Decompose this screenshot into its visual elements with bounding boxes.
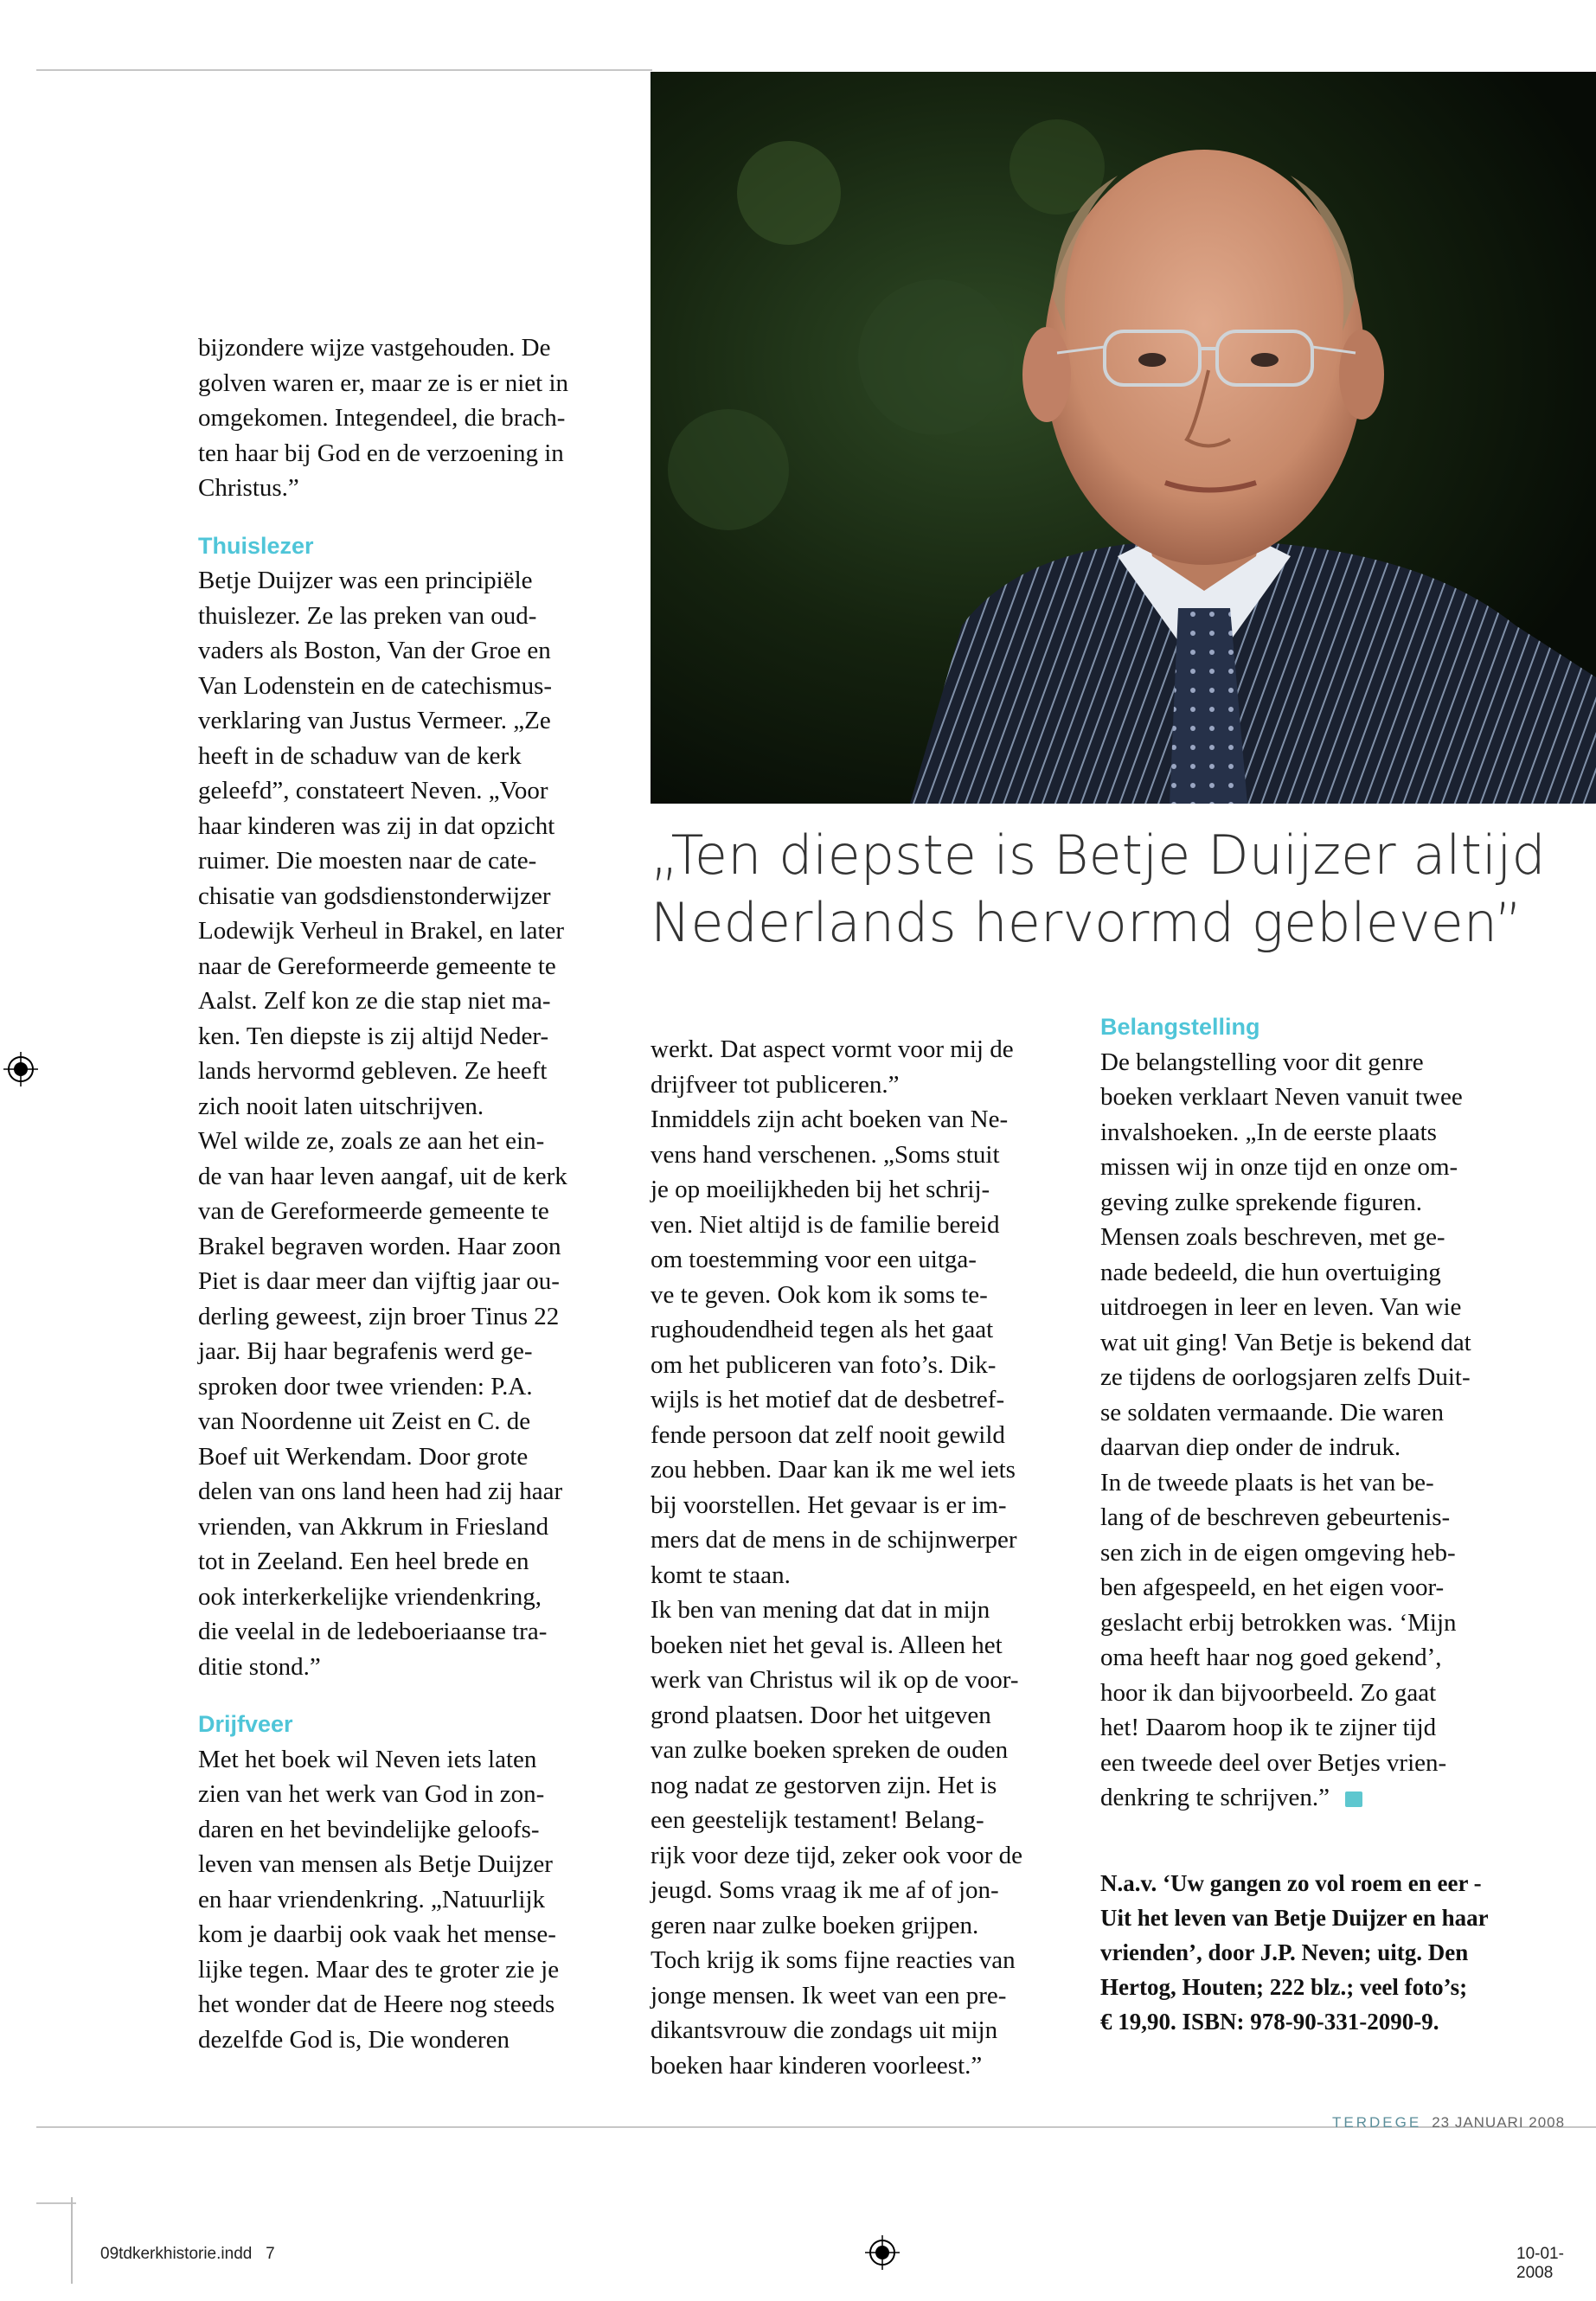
text-line: Betje Duijzer was een principiële <box>198 567 533 594</box>
portrait-photo <box>651 72 1596 804</box>
text-line: Christus.” <box>198 474 299 502</box>
text-line: bijzondere wijze vastgehouden. De <box>198 334 551 362</box>
text-line: lang of de beschreven gebeurtenis- <box>1100 1503 1451 1531</box>
text-line: De belangstelling voor dit genre <box>1100 1048 1424 1076</box>
text-line: zich nooit laten uitschrijven. <box>198 1092 484 1120</box>
text-line: Wel wilde ze, zoals ze aan het ein- <box>198 1127 545 1155</box>
text-line: golven waren er, maar ze is er niet in <box>198 369 569 397</box>
text-line: se soldaten vermaande. Die waren <box>1100 1398 1444 1426</box>
text-line: geren naar zulke boeken grijpen. <box>651 1911 979 1939</box>
text-line: rughoudendheid tegen als het gaat <box>651 1316 994 1343</box>
text-line: leven van mensen als Betje Duijzer <box>198 1850 553 1878</box>
credit-line: N.a.v. ‘Uw gangen zo vol roem en eer - <box>1100 1869 1482 1896</box>
text-line: naar de Gereformeerde gemeente te <box>198 952 556 980</box>
heading-drijfveer: Drijfveer <box>198 1711 293 1737</box>
text-line: fende persoon dat zelf nooit gewild <box>651 1420 1005 1449</box>
pull-quote <box>651 822 1567 957</box>
heading-thuislezer: Thuislezer <box>198 532 314 559</box>
text-line: jeugd. Soms vraag ik me af of jon- <box>651 1876 999 1904</box>
text-line: ven. Niet altijd is de familie bereid <box>651 1210 1000 1239</box>
bottom-rule-short <box>36 2126 76 2128</box>
text-line: ruimer. Die moesten naar de cate- <box>198 847 537 875</box>
credit-line: vrienden’, door J.P. Neven; uitg. Den <box>1100 1939 1469 1965</box>
text-line: uitdroegen in leer en leven. Van wie <box>1100 1293 1462 1321</box>
text-line: geslacht erbij betrokken was. ‘Mijn <box>1100 1608 1457 1637</box>
text-line: ve te geven. Ook kom ik soms te- <box>651 1280 988 1309</box>
text-line: heeft in de schaduw van de kerk <box>198 741 522 770</box>
text-line: omgekomen. Integendeel, die brach- <box>198 404 566 432</box>
text-line: van de Gereformeerde gemeente te <box>198 1197 549 1225</box>
top-rule-short <box>36 69 76 71</box>
text-line: ben afgespeeld, en het eigen voor- <box>1100 1574 1445 1601</box>
pull-quote-line: Nederlands hervormd gebleven” <box>651 891 1522 954</box>
text-line: kom je daarbij ook vaak het mense- <box>198 1920 556 1948</box>
text-line: sproken door twee vrienden: P.A. <box>198 1372 533 1400</box>
text-line: oma heeft haar nog goed gekend’, <box>1100 1644 1442 1671</box>
text-line: jaar. Bij haar begrafenis werd ge- <box>198 1337 533 1365</box>
text-line: daarvan diep onder de indruk. <box>1100 1433 1401 1461</box>
text-line: dezelfde God is, Die wonderen <box>198 2025 510 2054</box>
text-line: grond plaatsen. Door het uitgeven <box>651 1701 991 1729</box>
text-line: Met het boek wil Neven iets laten <box>198 1745 537 1773</box>
text-line: werkt. Dat aspect vormt voor mij de <box>651 1035 1014 1063</box>
slug-filename: 09tdkerkhistorie.indd 7 <box>100 2245 275 2263</box>
column-right <box>1100 1009 1550 2039</box>
text-line: boeken niet het geval is. Alleen het <box>651 1631 1003 1659</box>
text-line: ook interkerkelijke vriendenkring, <box>198 1582 542 1611</box>
text-line: de van haar leven aangaf, uit de kerk <box>198 1162 567 1190</box>
pull-quote-line: „Ten diepste is Betje Duijzer altijd <box>651 824 1546 887</box>
text-line: In de tweede plaats is het van be- <box>1100 1468 1434 1497</box>
book-credit <box>1100 1866 1550 2039</box>
slug-line-left <box>71 2197 73 2284</box>
text-line: verklaring van Justus Vermeer. „Ze <box>198 707 551 734</box>
text-line: thuislezer. Ze las preken van oud- <box>198 601 537 630</box>
text-line: sen zich in de eigen omgeving heb- <box>1100 1538 1456 1567</box>
registration-mark-icon <box>865 2235 900 2270</box>
text-line: hoor ik dan bijvoorbeeld. Zo gaat <box>1100 1678 1437 1707</box>
text-line: daren en het bevindelijke geloofs- <box>198 1815 540 1843</box>
text-line: zien van het werk van God in zon- <box>198 1780 545 1808</box>
text-line-last <box>1100 1780 1550 1816</box>
text-line: Ik ben van mening dat dat in mijn <box>651 1596 990 1624</box>
text-line: derling geweest, zijn broer Tinus 22 <box>198 1302 560 1330</box>
issue-date: 23 JANUARI 2008 <box>1432 2114 1566 2131</box>
text-line: Inmiddels zijn acht boeken van Ne- <box>651 1106 1009 1133</box>
text-line: nog nadat ze gestorven zijn. Het is <box>651 1771 997 1799</box>
text-line: bij voorstellen. Het gevaar is er im- <box>651 1490 1007 1519</box>
registration-mark-icon <box>3 1052 38 1086</box>
text-line: nade bedeeld, die hun overtuiging <box>1100 1258 1441 1286</box>
end-mark-icon <box>1345 1791 1362 1807</box>
text-line: lijke tegen. Maar des te groter zie je <box>198 1955 560 1984</box>
text-line: boeken verklaart Neven vanuit twee <box>1100 1083 1463 1111</box>
magazine-footer <box>1332 2114 1565 2131</box>
text-line: geleefd”, constateert Neven. „Voor <box>198 777 548 804</box>
portrait-icon <box>651 72 1596 804</box>
text-line: ten haar bij God en de verzoening in <box>198 439 564 467</box>
text-line: wijls is het motief dat de desbetref- <box>651 1386 1005 1413</box>
text-line: werk van Christus wil ik op de voor- <box>651 1666 1019 1694</box>
slug-date: 10-01-2008 <box>1516 2245 1564 2282</box>
text-line: komt te staan. <box>651 1561 791 1589</box>
text-line: lands hervormd gebleven. Ze heeft <box>198 1057 548 1085</box>
text-line: en haar vriendenkring. „Natuurlijk <box>198 1885 546 1913</box>
text-line: tot in Zeeland. Een heel brede en <box>198 1548 529 1575</box>
text-line: die veelal in de ledeboeriaanse tra- <box>198 1618 548 1645</box>
text-line: wat uit ging! Van Betje is bekend dat <box>1100 1328 1471 1356</box>
text-line: van zulke boeken spreken de ouden <box>651 1736 1009 1764</box>
text-line: ze tijdens de oorlogsjaren zelfs Duit- <box>1100 1363 1471 1391</box>
text-line: delen van ons land heen had zij haar <box>198 1477 563 1505</box>
credit-line: Hertog, Houten; 222 blz.; veel foto’s; <box>1100 1973 1468 2000</box>
text-line: missen wij in onze tijd en onze om- <box>1100 1153 1458 1181</box>
text-line: een geestelijk testament! Belang- <box>651 1806 984 1834</box>
text-line: Piet is daar meer dan vijftig jaar ou- <box>198 1267 560 1295</box>
text-line: Lodewijk Verheul in Brakel, en later <box>198 917 565 945</box>
text-line: om het publiceren van foto’s. Dik- <box>651 1350 997 1379</box>
text-line: boeken haar kinderen voorleest.” <box>651 2051 983 2080</box>
text-line: chisatie van godsdienstonderwijzer <box>198 881 551 910</box>
top-rule <box>76 69 652 71</box>
text-line: vrienden, van Akkrum in Friesland <box>198 1512 549 1541</box>
text-line: een tweede deel over Betjes vrien- <box>1100 1748 1447 1777</box>
magazine-name: TERDEGE <box>1332 2114 1422 2131</box>
text-line: drijfveer tot publiceren.” <box>651 1070 900 1099</box>
text-line: het! Daarom hoop ik te zijner tijd <box>1100 1714 1437 1741</box>
text-line: Toch krijg ik soms fijne reacties van <box>651 1946 1016 1974</box>
text-line: zou hebben. Daar kan ik me wel iets <box>651 1456 1016 1484</box>
last-line-text: denkring te schrijven.” <box>1100 1784 1330 1811</box>
text-line: vens hand verschenen. „Soms stuit <box>651 1140 1000 1169</box>
text-line: Van Lodenstein en de catechismus- <box>198 671 553 700</box>
text-line: Brakel begraven worden. Haar zoon <box>198 1232 561 1260</box>
column-left <box>198 330 631 2057</box>
credit-line: Uit het leven van Betje Duijzer en haar <box>1100 1904 1489 1931</box>
text-line: Boef uit Werkendam. Door grote <box>198 1442 529 1471</box>
credit-line: € 19,90. ISBN: 978-90-331-2090-9. <box>1100 2008 1439 2035</box>
text-line: het wonder dat de Heere nog steeds <box>198 1990 555 2018</box>
text-line: haar kinderen was zij in dat opzicht <box>198 811 555 840</box>
text-line: rijk voor deze tijd, zeker ook voor de <box>651 1841 1023 1869</box>
text-line: Mensen zoals beschreven, met ge- <box>1100 1223 1445 1251</box>
text-line: mers dat de mens in de schijnwerper <box>651 1526 1017 1554</box>
text-line: vaders als Boston, Van der Groe en <box>198 637 551 664</box>
column-middle <box>651 1032 1083 2083</box>
text-line: ditie stond.” <box>198 1652 321 1681</box>
text-line: ken. Ten diepste is zij altijd Neder- <box>198 1022 549 1050</box>
text-line: je op moeilijkheden bij het schrij- <box>651 1176 990 1203</box>
text-line: invalshoeken. „In de eerste plaats <box>1100 1118 1437 1146</box>
text-line: geving zulke sprekende figuren. <box>1100 1188 1423 1216</box>
text-line: dikantsvrouw die zondags uit mijn <box>651 2016 998 2044</box>
text-line: om toestemming voor een uitga- <box>651 1246 977 1273</box>
text-line: Aalst. Zelf kon ze die stap niet ma- <box>198 987 551 1015</box>
text-line: van Noordenne uit Zeist en C. de <box>198 1407 531 1435</box>
text-line: jonge mensen. Ik weet van een pre- <box>651 1981 1007 2009</box>
heading-belangstelling: Belangstelling <box>1100 1014 1260 1040</box>
